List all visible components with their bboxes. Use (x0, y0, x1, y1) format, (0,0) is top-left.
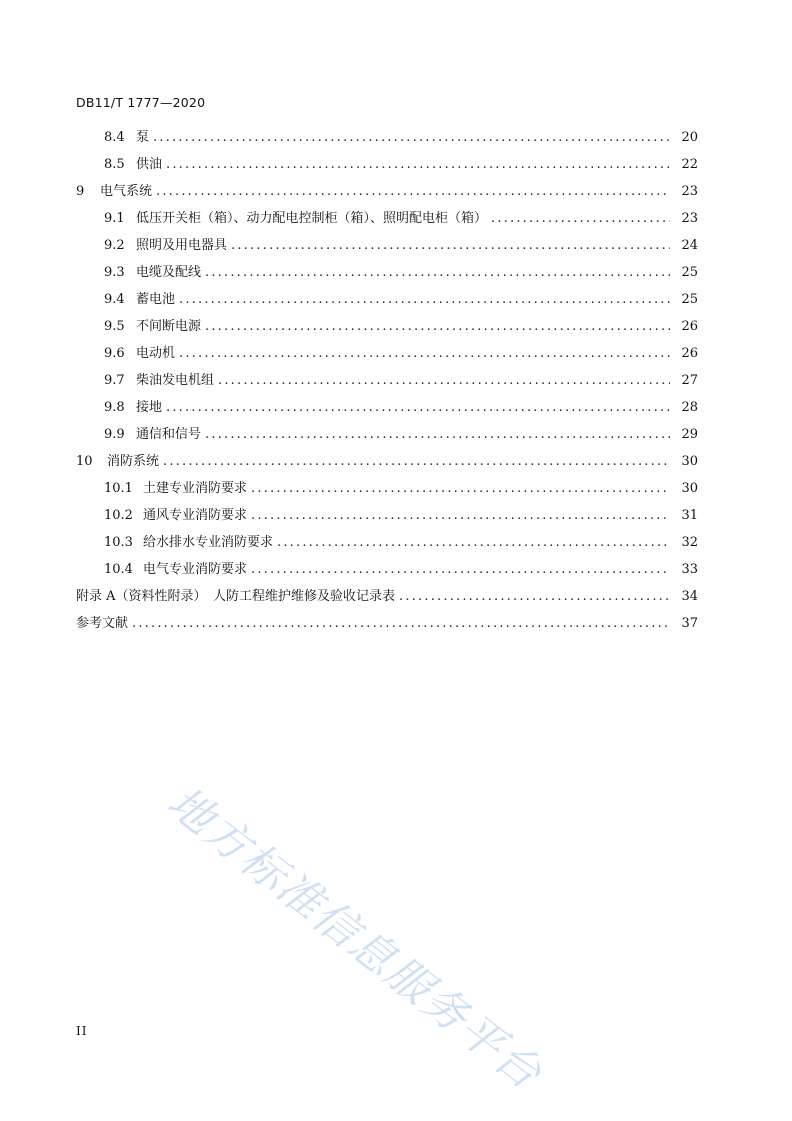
toc-entry-title: 低压开关柜（箱）、动力配电控制柜（箱）、照明配电柜（箱） (136, 211, 488, 226)
toc-entry-title: 供油 (136, 157, 163, 172)
dot-leader (231, 235, 670, 257)
toc-entry-page: 29 (681, 427, 698, 442)
toc-entry-number: 9.1 (104, 211, 125, 226)
toc-entry-page: 23 (681, 184, 698, 199)
toc-entry-title: 通风专业消防要求 (143, 508, 248, 523)
dot-leader (179, 343, 670, 365)
toc-entry-page: 30 (681, 481, 698, 496)
toc-entry-number: 9.4 (104, 292, 125, 307)
toc-entry[interactable] (76, 478, 698, 505)
dot-leader (251, 505, 670, 527)
toc-entry-title: 电气专业消防要求 (143, 562, 248, 577)
toc-entry-title: 给水排水专业消防要求 (143, 535, 274, 550)
toc-entry-page: 28 (681, 400, 698, 415)
toc-entry-page: 22 (681, 157, 698, 172)
toc-entry-number: 9.8 (104, 400, 125, 415)
watermark: 地方标准信息服务平台 (157, 776, 552, 1101)
toc-entry-title: 接地 (136, 400, 163, 415)
dot-leader (163, 451, 670, 473)
toc-entry[interactable] (76, 370, 698, 397)
toc-entry-title: 土建专业消防要求 (143, 481, 248, 496)
toc-entry[interactable] (76, 316, 698, 343)
toc-entry[interactable] (76, 154, 698, 181)
toc-entry-page: 33 (681, 562, 698, 577)
toc-entry-number: 9 (76, 184, 85, 199)
dot-leader (156, 181, 670, 203)
toc-entry-page: 26 (681, 319, 698, 334)
toc-entry-title: 电缆及配线 (136, 265, 202, 280)
toc-entry-page: 37 (681, 616, 698, 631)
dot-leader (166, 154, 670, 176)
document-number: DB11/T 1777—2020 (76, 95, 206, 110)
dot-leader (251, 559, 670, 581)
toc-entry-number: 10 (76, 454, 93, 469)
toc-entry-page: 23 (681, 211, 698, 226)
dot-leader (399, 586, 670, 608)
toc-entry[interactable] (76, 397, 698, 424)
toc-entry-title: 附录 A（资料性附录） 人防工程维护维修及验收记录表 (76, 589, 396, 604)
toc-entry-number: 9.2 (104, 238, 125, 253)
toc-entry-number: 8.5 (104, 157, 125, 172)
toc-entry-page: 20 (681, 130, 698, 145)
toc-entry-title: 不间断电源 (136, 319, 202, 334)
toc-entry[interactable] (76, 235, 698, 262)
toc-entry[interactable] (76, 559, 698, 586)
toc-entry-title: 通信和信号 (136, 427, 202, 442)
page-number: II (76, 1024, 88, 1038)
toc-entry[interactable] (76, 532, 698, 559)
toc-entry[interactable] (76, 424, 698, 451)
toc-entry-title: 电动机 (136, 346, 176, 361)
table-of-contents (76, 127, 698, 640)
dot-leader (251, 478, 670, 500)
toc-entry-number: 9.5 (104, 319, 125, 334)
toc-entry-page: 34 (681, 589, 698, 604)
toc-entry-page: 30 (681, 454, 698, 469)
dot-leader (179, 289, 670, 311)
toc-entry[interactable] (76, 505, 698, 532)
toc-entry-number: 9.7 (104, 373, 125, 388)
toc-entry[interactable] (76, 289, 698, 316)
dot-leader (166, 397, 670, 419)
toc-entry-title: 蓄电池 (136, 292, 176, 307)
dot-leader (205, 316, 670, 338)
toc-entry-number: 8.4 (104, 130, 125, 145)
toc-entry-page: 24 (681, 238, 698, 253)
toc-entry-number: 9.3 (104, 265, 125, 280)
toc-entry-references[interactable] (76, 613, 698, 640)
toc-entry-number: 9.6 (104, 346, 125, 361)
toc-entry-appendix[interactable] (76, 586, 698, 613)
toc-entry-title: 照明及用电器具 (136, 238, 228, 253)
toc-entry-title: 消防系统 (107, 454, 160, 469)
toc-entry-page: 25 (681, 292, 698, 307)
dot-leader (153, 127, 670, 149)
toc-entry[interactable] (76, 451, 698, 478)
toc-entry-title: 参考文献 (76, 616, 129, 631)
dot-leader (218, 370, 670, 392)
toc-entry-page: 31 (681, 508, 698, 523)
toc-entry-number: 10.4 (104, 562, 133, 577)
toc-entry[interactable] (76, 127, 698, 154)
toc-entry-title: 柴油发电机组 (136, 373, 215, 388)
dot-leader (491, 208, 670, 230)
toc-entry-page: 32 (681, 535, 698, 550)
toc-entry[interactable] (76, 262, 698, 289)
dot-leader (277, 532, 670, 554)
dot-leader (205, 262, 670, 284)
toc-entry-page: 26 (681, 346, 698, 361)
toc-entry-number: 9.9 (104, 427, 125, 442)
dot-leader (205, 424, 670, 446)
toc-entry[interactable] (76, 208, 698, 235)
toc-entry[interactable] (76, 343, 698, 370)
toc-entry-number: 10.1 (104, 481, 133, 496)
toc-entry-title: 电气系统 (100, 184, 153, 199)
toc-entry-page: 27 (681, 373, 698, 388)
toc-entry-number: 10.2 (104, 508, 133, 523)
toc-entry-number: 10.3 (104, 535, 133, 550)
toc-entry-page: 25 (681, 265, 698, 280)
toc-entry-title: 泵 (136, 130, 150, 145)
toc-entry[interactable] (76, 181, 698, 208)
dot-leader (132, 613, 670, 635)
